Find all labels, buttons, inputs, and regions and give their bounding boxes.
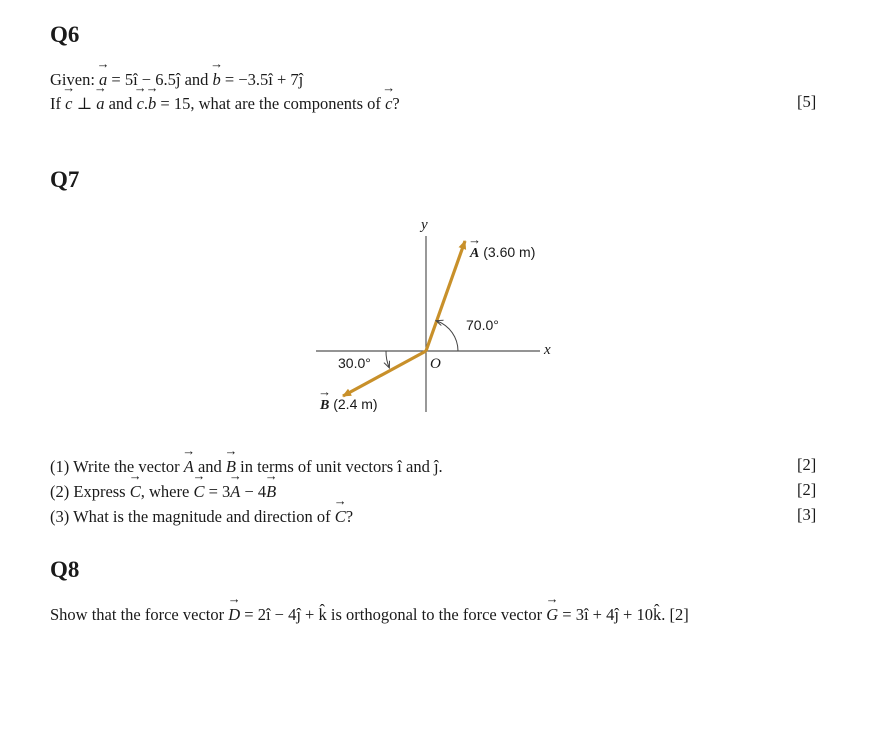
vector-c: → c bbox=[385, 92, 392, 114]
vector-c: → C bbox=[335, 505, 346, 527]
q8-marks: [2] bbox=[669, 605, 689, 624]
perp-symbol: ⊥ bbox=[76, 94, 93, 113]
question-mark: ? bbox=[345, 507, 354, 526]
angle-a-arc bbox=[437, 321, 458, 351]
q7-part1-marks: [2] bbox=[797, 455, 817, 474]
vector-g-expression: = 3î + 4ĵ + 10k̂. bbox=[562, 605, 666, 624]
vector-b: → b bbox=[213, 68, 221, 90]
q7-part2-marks: [2] bbox=[797, 480, 817, 499]
y-axis-label: y bbox=[421, 217, 428, 233]
angle-a-label: 70.0° bbox=[466, 317, 499, 333]
part1-text: (1) Write the vector bbox=[50, 457, 180, 476]
if-label: If bbox=[50, 94, 61, 113]
dot-symbol: . bbox=[143, 94, 149, 113]
question-mark: ? bbox=[392, 94, 400, 113]
vector-a-expression: = 5î − 6.5ĵ and bbox=[111, 70, 209, 89]
vector-a: → a bbox=[99, 68, 107, 90]
and-label: and bbox=[197, 457, 222, 476]
and-label: and bbox=[108, 94, 133, 113]
vector-c: → c bbox=[137, 92, 144, 114]
angle-b-arc bbox=[386, 351, 389, 367]
vector-c: → C bbox=[193, 480, 204, 502]
q7-part3-marks: [3] bbox=[797, 505, 817, 524]
where-label: , where bbox=[140, 482, 190, 501]
q7-part3 bbox=[50, 505, 353, 527]
vector-b-letter: → B bbox=[320, 396, 329, 414]
vector-a-value: (3.60 m) bbox=[483, 244, 536, 260]
part2-text: (2) Express bbox=[50, 482, 126, 501]
vector-a-letter: → A bbox=[470, 244, 479, 262]
vector-b-value: (2.4 m) bbox=[333, 396, 378, 412]
vector-a: → a bbox=[96, 92, 104, 114]
angle-b-label: 30.0° bbox=[338, 355, 371, 371]
condition-text: = 15, what are the components of bbox=[160, 94, 381, 113]
equation-part: = 3 bbox=[208, 482, 231, 501]
part1-text-end: in terms of unit vectors î and ĵ. bbox=[240, 457, 443, 476]
vector-b-expression: = −3.5î + 7ĵ bbox=[224, 70, 304, 89]
vector-d-expression: = 2î − 4ĵ + k̂ is orthogonal to the force vector bbox=[244, 605, 543, 624]
vector-g: → G bbox=[546, 603, 558, 625]
x-axis-label: x bbox=[544, 342, 551, 358]
vector-c: → c bbox=[65, 92, 72, 114]
q6-heading: Q6 bbox=[50, 22, 80, 47]
origin-label: O bbox=[430, 356, 441, 372]
q6-marks: [5] bbox=[797, 92, 817, 111]
q8-text: Show that the force vector bbox=[50, 605, 225, 624]
vector-a: → A bbox=[184, 455, 194, 477]
vector-b: → B bbox=[266, 480, 276, 502]
q8-line bbox=[50, 603, 689, 625]
vector-b-label bbox=[320, 396, 378, 414]
given-label: Given: bbox=[50, 70, 95, 89]
part3-text: (3) What is the magnitude and direction of bbox=[50, 507, 331, 526]
vector-a-arrow bbox=[426, 241, 465, 351]
vector-a-label bbox=[470, 244, 535, 262]
vector-c: → C bbox=[130, 480, 141, 502]
q7-heading: Q7 bbox=[50, 167, 80, 192]
equation-part: − 4 bbox=[244, 482, 267, 501]
q7-part2 bbox=[50, 480, 276, 502]
q8-heading: Q8 bbox=[50, 557, 80, 582]
q7-part1 bbox=[50, 455, 443, 477]
vector-a: → A bbox=[230, 480, 240, 502]
vector-d: → D bbox=[228, 603, 240, 625]
vector-b: → B bbox=[226, 455, 236, 477]
vector-b: → b bbox=[148, 92, 156, 114]
